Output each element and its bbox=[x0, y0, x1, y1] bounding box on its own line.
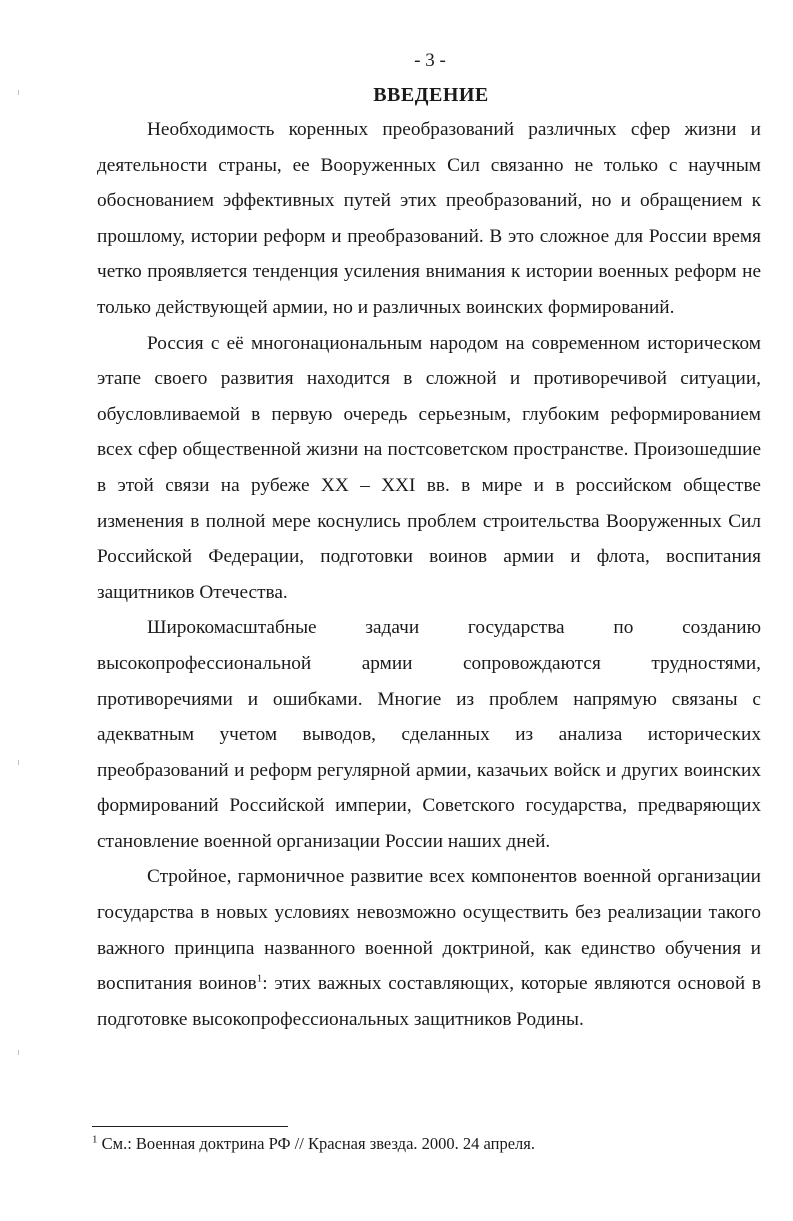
footnote-text: См.: Военная доктрина РФ // Красная звезда. 2000. 24 апреля. bbox=[97, 1134, 535, 1153]
paragraph-4-text-start: Стройное, гармоничное развитие всех компонентов военной организации государства в новых условиях невозможно осуществить без реализации такого важного принципа названного военной доктриной, как единство обучения и воспитания воинов bbox=[97, 866, 761, 995]
paragraph-1: Необходимость коренных преобразований различных сфер жизни и деятельности страны, ее Вооруженных Сил связанно не только с научным обоснованием эффективных путей этих преобразований, но и обращением к прошлому, истории реформ и преобразований. В это сложное для России время четко проявляется тенденция усиления внимания к истории военных реформ не только действующей армии, но и различных воинских формирований. bbox=[97, 119, 761, 318]
footnote bbox=[92, 1133, 742, 1155]
section-heading: ВВЕДЕНИЕ bbox=[373, 84, 489, 106]
paragraph-4-text-end: : этих важных составляющих, которые являются основой в подготовке высокопрофессиональных защитников Родины. bbox=[97, 973, 762, 1030]
scan-artifact bbox=[18, 760, 19, 765]
paragraph-2: Россия с её многонациональным народом на современном историческом этапе своего развития находится в сложной и противоречивой ситуации, обусловливаемой в первую очередь серьезным, глубоким реформированием всех сфер общественной жизни на постсоветском пространстве. Произошедшие в этой связи на рубеже XX – XXI вв. в мире и в российском обществе изменения в полной мере коснулись проблем строительства Вооруженных Сил Российской Федерации, подготовки воинов армии и флота, воспитания защитников Отечества. bbox=[97, 332, 761, 603]
main-text bbox=[97, 112, 761, 1037]
paragraph-3: Широкомасштабные задачи государства по созданию высокопрофессиональной армии сопровождаются трудностями, противоречиями и ошибками. Многие из проблем напрямую связаны с адекватным учетом выводов, сделанных из анализа исторических преобразований и реформ регулярной армии, казачьих войск и других воинских формирований Российской империи, Советского государства, предваряющих становление военной организации России наших дней. bbox=[97, 617, 761, 852]
scan-artifact bbox=[18, 1050, 19, 1055]
page-number: - 3 - bbox=[414, 50, 446, 71]
footnote-separator bbox=[92, 1126, 288, 1127]
footnote-marker: 1 bbox=[92, 1133, 98, 1146]
scan-artifact bbox=[18, 90, 19, 95]
paragraph-4 bbox=[97, 859, 761, 1037]
footnote-reference[interactable]: 1 bbox=[256, 972, 263, 985]
